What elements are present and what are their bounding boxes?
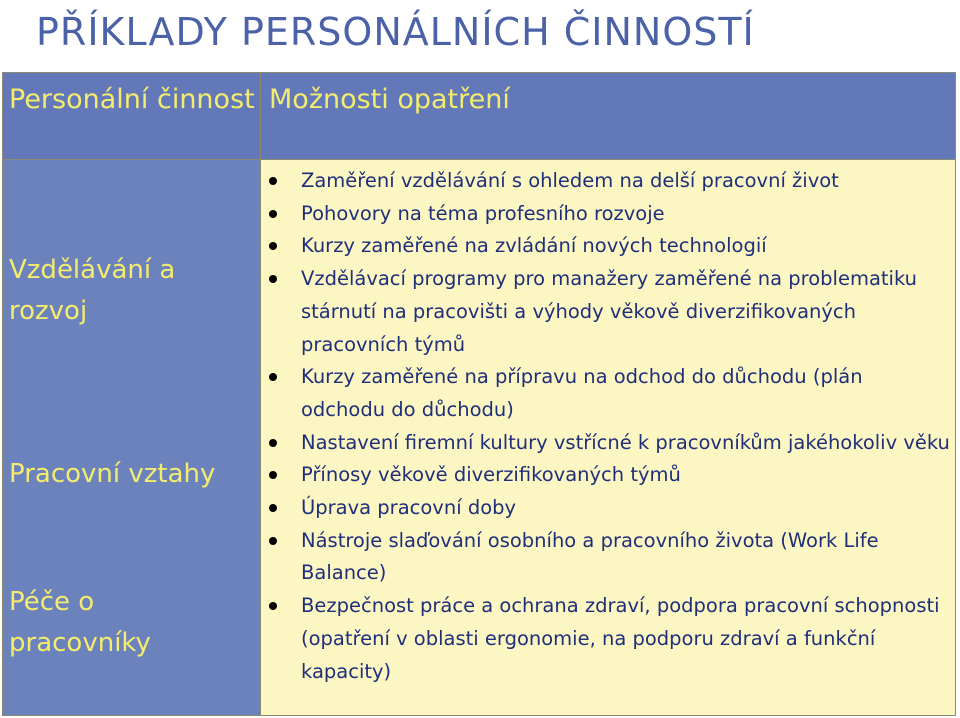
activities-table [2, 72, 956, 716]
option-text: Nastavení firemní kultury vstřícné k pracovníkům jakéhokoliv věku [301, 430, 950, 454]
activity-label-relations: Pracovní vztahy [9, 459, 216, 489]
option-text: Kurzy zaměřené na přípravu na odchod do důchodu (plán odchodu do důchodu) [301, 365, 863, 421]
bullet-icon [269, 471, 277, 479]
list-item [269, 230, 951, 263]
option-text: Kurzy zaměřené na zvládání nových technologií [301, 234, 767, 258]
bullet-icon [269, 537, 277, 545]
options-cell [261, 160, 956, 716]
bullet-icon [269, 602, 277, 610]
bullet-icon [269, 275, 277, 283]
list-item [269, 263, 951, 361]
option-text: Úprava pracovní doby [301, 496, 517, 520]
activities-cell [3, 160, 261, 716]
list-item [269, 427, 951, 460]
list-item [269, 198, 951, 231]
option-text: Zaměření vzdělávání s ohledem na delší pracovní život [301, 169, 839, 192]
option-text: Nástroje slaďování osobního a pracovního života (Work Life Balance) [301, 528, 879, 585]
list-item [269, 492, 951, 525]
bullet-icon [269, 504, 277, 512]
bullet-icon [269, 242, 277, 250]
option-text: Přínosy věkově diverzifikovaných týmů [301, 463, 681, 487]
bullet-icon [269, 439, 277, 447]
page-title: PŘÍKLADY PERSONÁLNÍCH ČINNOSTÍ [36, 10, 755, 54]
header-options-label: Možnosti opatření [269, 84, 510, 115]
activity-label-care: Péče o pracovníky [9, 587, 151, 658]
header-activity-label: Personální činnost [9, 84, 255, 115]
option-text: Vzdělávací programy pro manažery zaměřené na problematiku stárnutí na pracovišti a výhody věkově diverzifikovaných pracovních týmů [301, 267, 918, 356]
list-item [269, 165, 951, 198]
bullet-icon [269, 373, 277, 381]
activity-label-education: Vzdělávání a rozvoj [9, 255, 176, 326]
option-text: Pohovory na téma profesního rozvoje [301, 201, 665, 225]
header-cell-activity [3, 73, 261, 160]
bullet-icon [269, 210, 277, 218]
list-item [269, 361, 951, 426]
bullet-icon [269, 177, 277, 185]
list-item [269, 459, 951, 492]
options-list [261, 160, 955, 688]
list-item [269, 590, 951, 688]
list-item [269, 525, 951, 590]
table-body-row [3, 160, 956, 716]
option-text: Bezpečnost práce a ochrana zdraví, podpora pracovní schopnosti (opatření v oblasti ergonomie, na podporu zdraví a funkční kapacity) [301, 594, 940, 683]
header-cell-options [261, 73, 956, 160]
table-header-row [3, 73, 956, 160]
